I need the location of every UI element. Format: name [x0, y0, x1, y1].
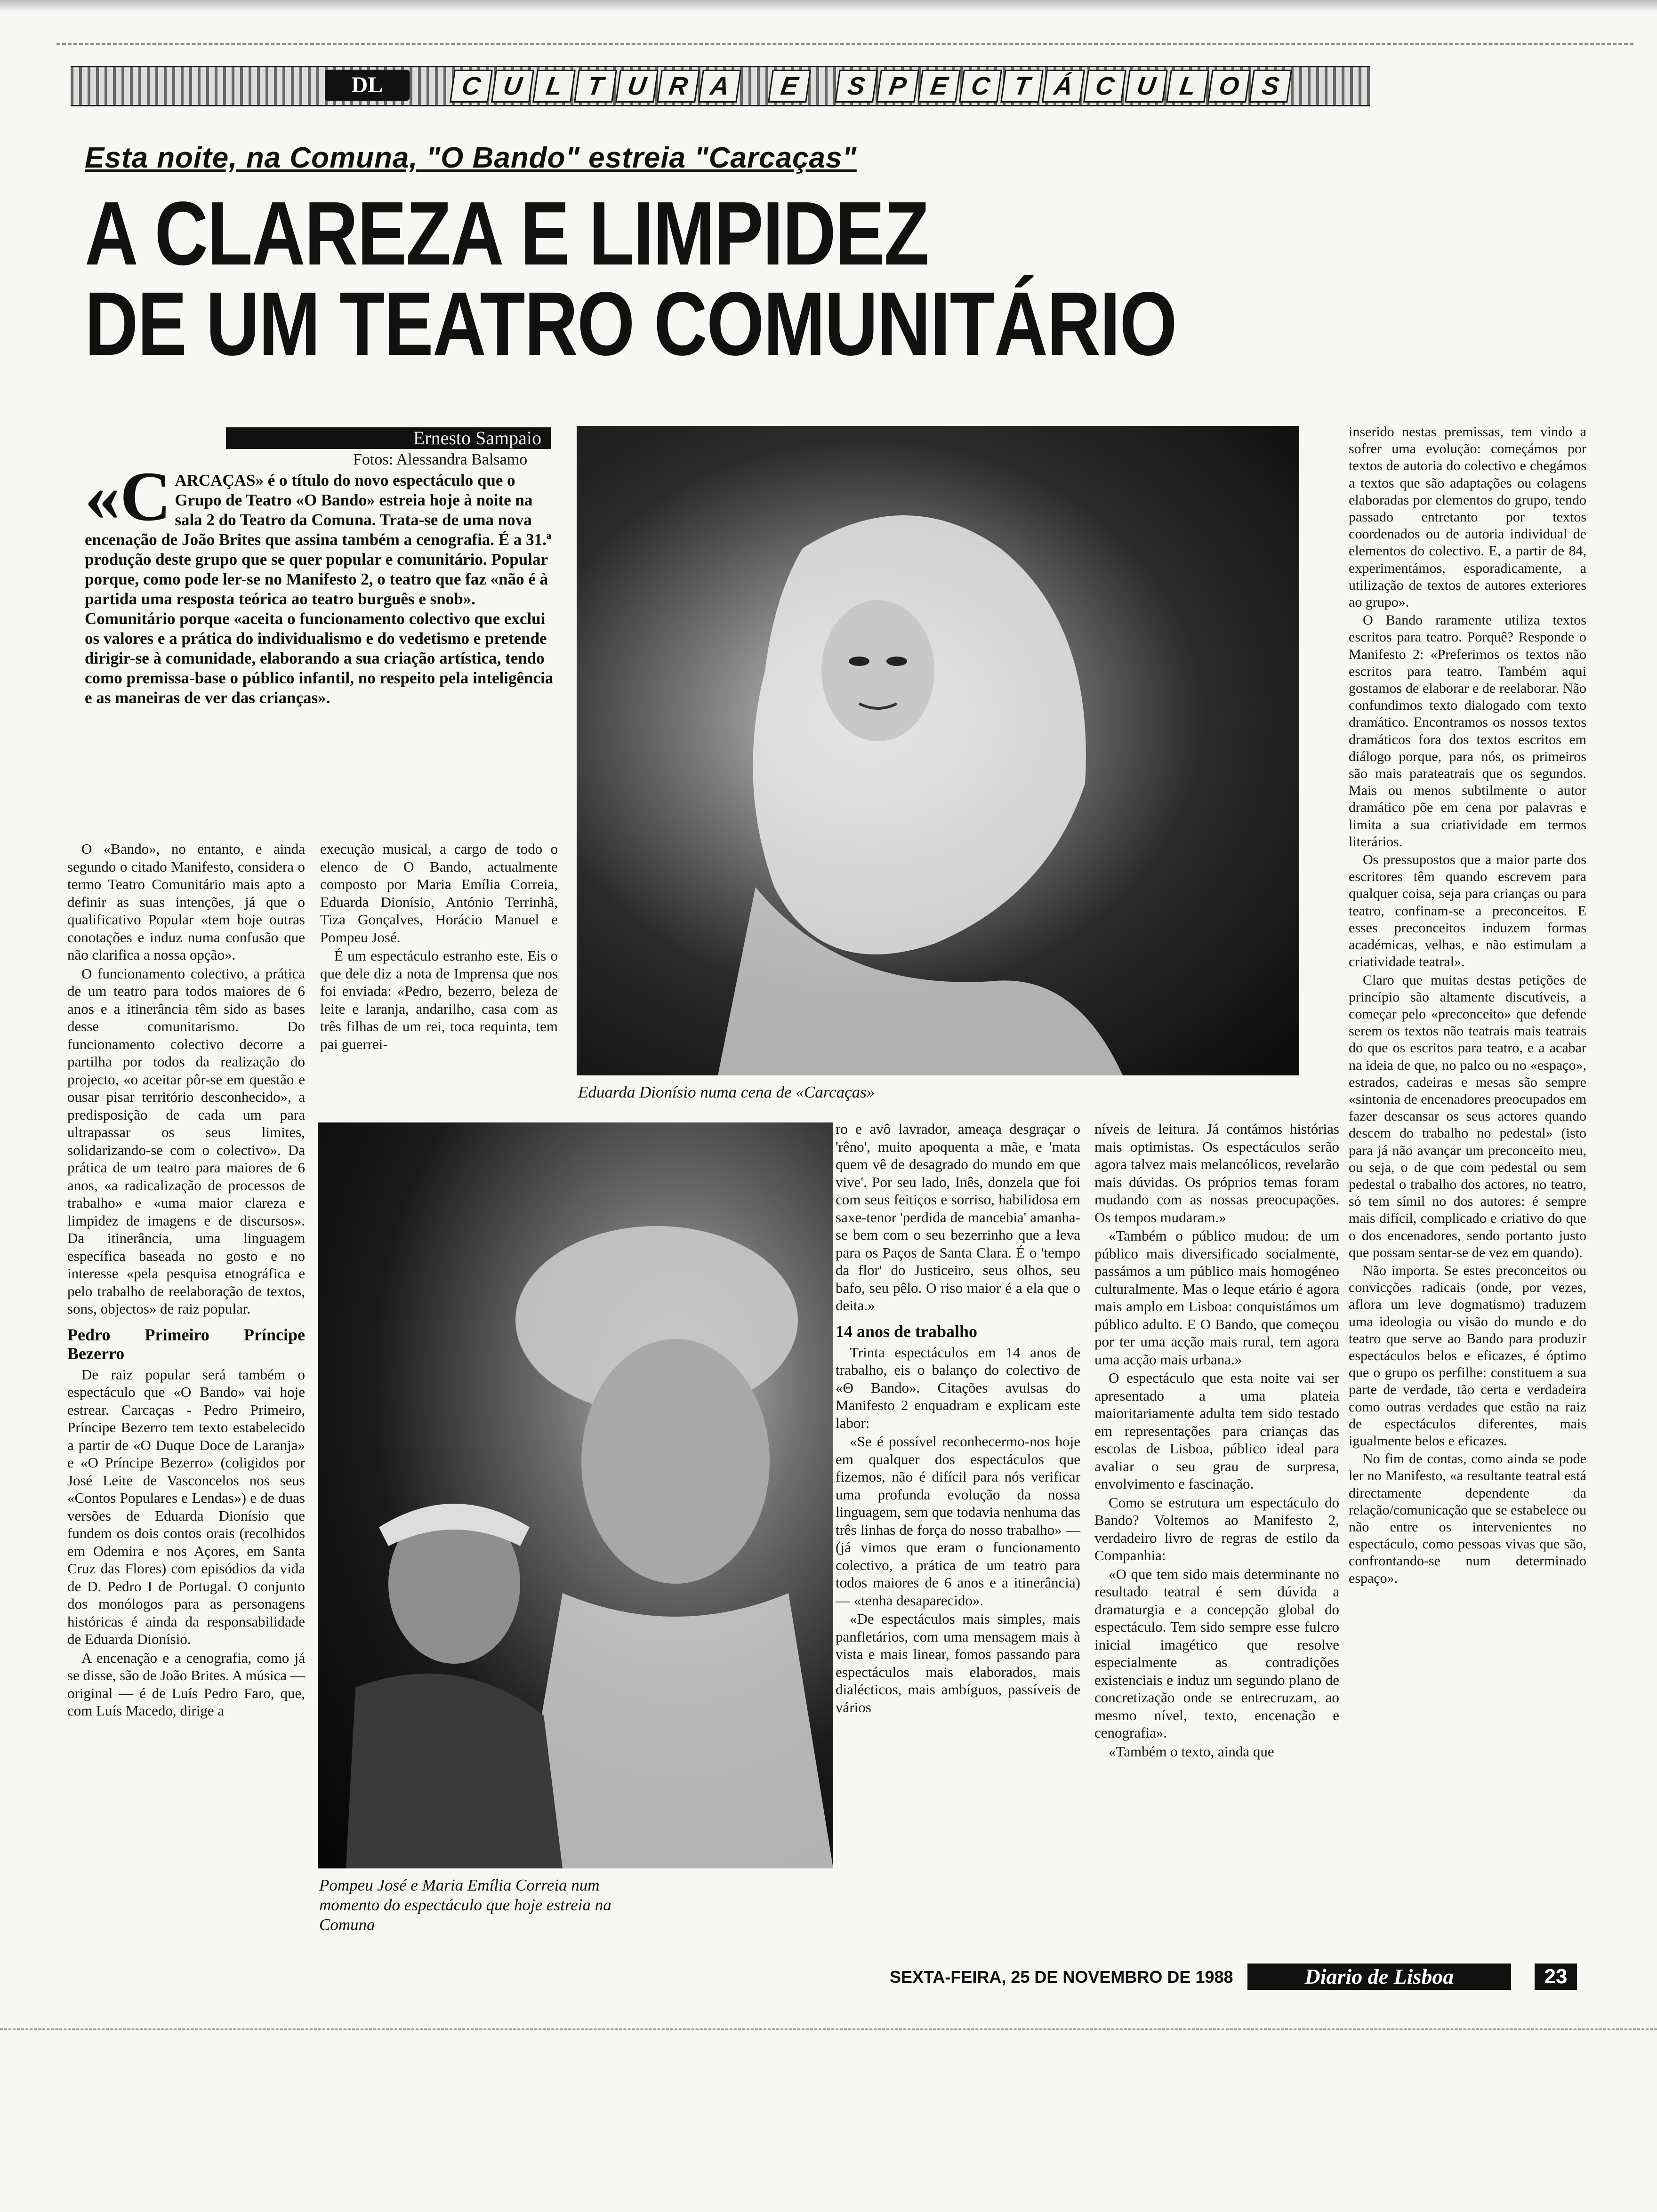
subhead-14-anos: 14 anos de trabalho	[836, 1322, 978, 1341]
section-letter: E	[917, 70, 961, 103]
paragraph: Não importa. Se estes preconceitos ou convicções radicais (onde, por vezes, aflora um leve dogmatismo) traduzem uma ideologia ou visão do mundo e do teatro que serve ao Bando para produzir espectáculos belos e eficazes, é óptimo que o grupo os perfilhe: constituem a sua parte de verdade, tão certa e verdadeira como outras verdades que estão na raiz de espectáculos diferentes, mais igualmente belos e eficazes.	[1349, 1262, 1586, 1449]
column-2	[320, 840, 558, 1054]
photo-credit: Fotos: Alessandra Balsamo	[353, 451, 528, 468]
column-1	[67, 840, 305, 1721]
section-letter: T	[574, 70, 617, 103]
paragraph: No fim de contas, como ainda se pode ler no Manifesto, «a resultante teatral está directamente dependente da relação/comunicação que se estabelece ou não entre os intervenientes no espectáculo, como pessoas vivas que são, confrontando-se num determinado espaço».	[1349, 1451, 1586, 1586]
section-letter: T	[1000, 70, 1044, 103]
footer-masthead: Diario de Lisboa	[1247, 1964, 1511, 1990]
dl-logo: DL	[325, 70, 410, 101]
section-letter: S	[835, 70, 878, 103]
paragraph: níveis de leitura. Já contámos histórias mais optimistas. Os espectáculos serão agora talvez mais melancólicos, revelarão mais dúvidas. Os próprios temas foram mudando com as nossas preocupações. Os tempos mudaram.»	[1094, 1121, 1339, 1226]
photo-eduarda-dionisio	[577, 426, 1299, 1075]
section-letter: S	[1249, 70, 1292, 103]
subhead-pedro-primeiro: Pedro Primeiro Príncipe Bezerro	[67, 1325, 305, 1363]
photo-pompeu-jose-maria-emilia	[318, 1122, 833, 1868]
paragraph: Trinta espectáculos em 14 anos de trabalho, eis o balanço do colectivo de «Θ Bando». Citações avulsas do Manifesto 2 enquadram e explicam este labor:	[836, 1344, 1080, 1431]
section-title	[452, 70, 1293, 101]
paragraph: execução musical, a cargo de todo o elenco de O Bando, actualmente composto por Maria Emília Correia, Eduarda Dionísio, António Terrinhã, Tiza Gonçalves, Horácio Manuel e Pompeu José.	[320, 841, 558, 946]
paragraph: «Também o texto, ainda que	[1109, 1743, 1274, 1760]
paragraph: A encenação e a cenografia, como já se disse, são de João Brites. A música — original — é de Luís Pedro Faro, que, com Luís Macedo, dirige a	[67, 1649, 305, 1719]
paragraph: O Bando raramente utiliza textos escritos para teatro. Porquê? Responde o Manifesto 2: «Preferimos os textos não escritos para teatro. Também aqui gostamos de elaborar e de reelaborar. Não confundimos texto dialogado com texto dramático. Encontramos os nossos textos dramáticos fora dos textos escritos em diálogo porque, para nós, os primeiros são mais parateatrais que os segundos. Mais ou menos subtilmente o autor dramático põe em cena por palavras e limita a sua criatividade em termos literários.	[1349, 612, 1586, 850]
column-4	[1094, 1120, 1339, 1761]
section-letter: Á	[1042, 70, 1085, 103]
paragraph: Os pressupostos que a maior parte dos escritores têm quando escrevem para qualquer coisa, seja para crianças ou para teatro, confinam-se a preconceitos. E esses preconceitos induzem formas académicas, velhas, e não estimulam a criatividade teatral».	[1349, 852, 1586, 970]
paragraph: O funcionamento colectivo, a prática de um teatro para todos maiores de 6 anos e a itinerância têm sido as bases desse comunitarismo. Do funcionamento colectivo decorre a partilha por todos da realização do projecto, «o aceitar pôr-se em questão e ousar pisar território desconhecido», a predisposição de cada um para ultrapassar os seus limites, solidarizando-se com o colectivo». Da prática de um teatro para maiores de 6 anos, «a radicalização de processos de trabalho» e «uma maior clareza e limpidez de imagens e de discursos». Da itinerância, uma linguagem específica baseada no gosto e no interesse «pela pesquisa etnográfica e pelo trabalho de reelaboração de textos, sons, objectos» de raiz popular.	[67, 965, 305, 1317]
scan-dashed-rule	[56, 43, 1633, 45]
section-letter: A	[698, 70, 741, 103]
section-letter: R	[657, 70, 700, 103]
paragraph: ro e avô lavrador, ameaça desgraçar o 'rêno', muito apoquenta a mãe, e 'mata quem vê de desagrado do mundo em que vive'. Por seu lado, Inês, donzela que foi com seus feitiços e sorriso, habilidosa em saxe-tenor 'perdida de mancebia' amanha-se bem com o seu bezerrinho que a leva para os Paços de Santa Clara. É o 'tempo da flor' do Justiceiro, seus olhos, seu bafo, seu pêlo. O riso maior é a ela que o deita.»	[836, 1121, 1080, 1314]
paragraph: «O que tem sido mais determinante no resultado teatral é sem dúvida a dramaturgia e a concepção global do espectáculo. Tem sido sempre esse fulcro inicial imagético que resolve especialmente as contradições existenciais e induz um segundo plano de concretização onde se entrecruzam, ao mesmo nível, texto, encenação e cenografia».	[1094, 1565, 1339, 1741]
section-letter: U	[491, 70, 534, 103]
caption-bottom-photo: Pompeu José e Maria Emília Correia num momento do espectáculo que hoje estreia na Comuna	[319, 1876, 611, 1934]
paragraph: Como se estrutura um espectáculo do Bando? Voltemos ao Manifesto 2, verdadeiro livro de regras de estilo da Companhia:	[1094, 1494, 1339, 1563]
paragraph: De raiz popular será também o espectáculo que «O Bando» vai hoje estrear. Carcaças - Pedro Primeiro, Príncipe Bezerro tem texto estabelecido a partir de «O Duque Doce de Laranja» e «O Príncipe Bezerro» (coligidos por José Leite de Vasconcelos nos seus «Contos Populares e Lendas») e de duas versões de Eduarda Dionísio que fundem os dois contos orais (recolhidos em Odemira e nos Açores, em Santa Cruz das Flores) com episódios da vida de D. Pedro I de Portugal. O conjunto dos monólogos para as personagens históricas é ainda da responsabilidade de Eduarda Dionísio.	[67, 1366, 305, 1647]
section-letter: E	[768, 70, 811, 103]
section-letter: L	[532, 70, 576, 103]
section-letter: C	[1083, 70, 1126, 103]
column-3	[836, 1120, 1080, 1717]
page-number: 23	[1535, 1964, 1577, 1990]
section-letter: C	[450, 70, 493, 103]
headline	[85, 183, 1177, 374]
paragraph: inserido nestas premissas, tem vindo a sofrer uma evolução: começámos por textos de autoria do colectivo e chegámos a textos que são adaptações ou colagens elaboradas por elementos do grupo, tendo passado entretanto por textos coordenados ou de autoria individual de elementos do colectivo. E, a partir de 84, experimentámos, esporadicamente, a utilização de textos de autores exteriores ao grupo».	[1349, 424, 1586, 610]
section-letter: O	[1207, 70, 1251, 103]
paragraph: «Também o público mudou: de um público mais diversificado socialmente, passámos a um público mais homogéneo culturalmente. Mas o leque etário é agora mais amplo em Lisboa: conquistámos um público adulto. E O Bando, que começou por ter uma acção mais rural, tem agora uma acção mais urbana.»	[1094, 1227, 1339, 1368]
paragraph: É um espectáculo estranho este. Eis o que dele diz a nota de Imprensa que nos foi enviada: «Pedro, bezerro, beleza de leite e laranja, andarilho, casa com as três filhas de um rei, toca requinta, tem pai guerrei-	[320, 947, 558, 1052]
section-letter: U	[1125, 70, 1168, 103]
kicker: Esta noite, na Comuna, "O Bando" estreia "Carcaças"	[85, 142, 857, 174]
section-letter: U	[615, 70, 659, 103]
lead-text: ARCAÇAS» é o título do novo espectáculo que o Grupo de Teatro «O Bando» estreia hoje à noite na sala 2 do Teatro da Comuna. Trata-se de uma nova encenação de João Brites que assina também a cenografia. É a 31.ª produção deste grupo que se quer popular e comunitário. Popular porque, como pode ler-se no Manifesto 2, o teatro que faz «não é à partida uma resposta teórica ao teatro burguês e snob». Comunitário porque «aceita o funcionamento colectivo que exclui os valores e a prática do individualismo e do vedetismo e pretende dirigir-se à comunidade, elaborando a sua criação artística, tendo como premissa-base o público infantil, no respeito pela inteligência e as maneiras de ver das crianças».	[85, 471, 554, 707]
paragraph: «Se é possível reconhecermo-nos hoje em qualquer dos espectáculos que fizemos, não é difícil para nós verificar uma profunda evolução da nossa linguagem, sem que todavia nenhuma das três linhas de força do nosso trabalho» — (já vimos que eram o funcionamento colectivo, a prática de um teatro para todos maiores de 6 anos e a itinerância) — «tenha desaparecido».	[836, 1433, 1080, 1609]
headline-line-1: A CLAREZA E LIMPIDEZ	[85, 183, 929, 284]
paragraph: O espectáculo que esta noite vai ser apresentado a uma plateia maioritariamente adulta tem sido testado em representações para crianças das escolas de Lisboa, público ideal para avaliar o seu grau de surpresa, envolvimento e fascinação.	[1094, 1370, 1339, 1492]
scan-top-edge	[0, 0, 1657, 10]
photo-actors-illustration	[318, 1122, 833, 1868]
byline: Ernesto Sampaio	[226, 427, 551, 449]
scan-bottom-rule	[0, 2028, 1657, 2030]
headline-line-2: DE UM TEATRO COMUNITÁRIO	[85, 273, 1177, 374]
section-letter: P	[876, 70, 919, 103]
photo-figure-illustration	[577, 426, 1299, 1075]
footer-date: SEXTA-FEIRA, 25 DE NOVEMBRO DE 1988	[890, 1967, 1233, 1987]
paragraph: «De espectáculos mais simples, mais panfletários, com uma mensagem mais à vista e mais linear, fomos passando para espectáculos mais elaborados, mais dialécticos, mais ambíguos, passíveis de vários	[836, 1611, 1080, 1715]
column-5	[1349, 424, 1586, 1588]
section-letter: L	[1166, 70, 1209, 103]
paragraph: O «Bando», no entanto, e ainda segundo o citado Manifesto, considera o termo Teatro Comunitário mais apto a definir as suas intenções, já que o qualificativo Popular «tem hoje outras conotações e induz numa confusão que não clarifica a nossa opção».	[67, 841, 305, 963]
paragraph: Claro que muitas destas petições de princípio são altamente discutíveis, a começar pelo «preconceito» que defende serem os textos não teatrais mais teatrais do que os escritos para teatro, e a acabar na ideia de que, no palco ou no «espaço», estrados, cadeiras e mesas são sempre «sintonia de encenadores preocupados em fazer descansar os seus actores quando descem do trabalho no pedestal» (isto para já não avançar um preconceito meu, ou seja, o de que com pedestal ou sem pedestal o trabalho dos actores, no teatro, só tem símil no dos autores: é sempre mais difícil, complicado e criativo do que o dos encenadores, sendo portanto justo que possam sentar-se de vez em quando).	[1349, 972, 1586, 1260]
drop-cap: «C	[85, 457, 171, 536]
section-letter: C	[959, 70, 1002, 103]
caption-top-photo: Eduarda Dionísio numa cena de «Carcaças»	[578, 1083, 875, 1101]
